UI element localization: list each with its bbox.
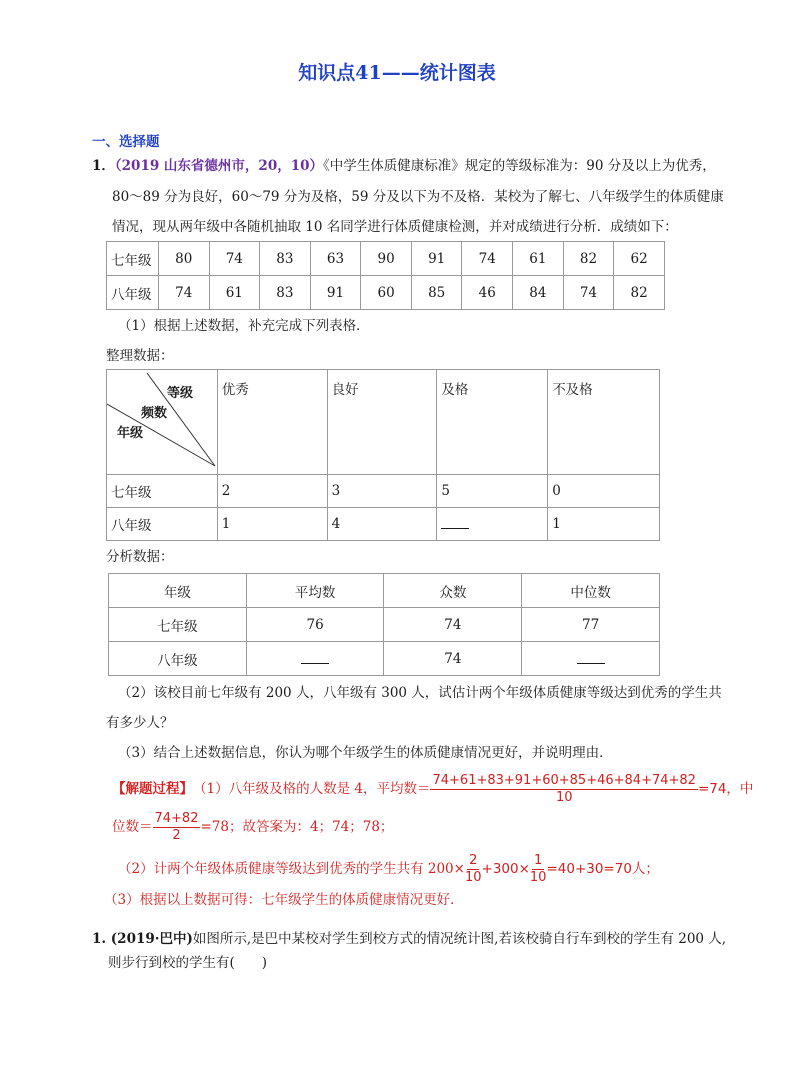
score-cell: 74 [209, 242, 260, 276]
analyze-label: 分析数据： [106, 549, 174, 565]
scores-table [106, 241, 665, 310]
solution-s2c: =40+30=70人； [546, 861, 659, 877]
table-row [109, 642, 660, 676]
stats-table [108, 573, 660, 676]
q2-line2: 则步行到校的学生有( ) [108, 955, 268, 971]
median-fraction [153, 811, 201, 844]
table-row [109, 608, 660, 642]
section-heading: 一、选择题 [92, 134, 160, 150]
table-row [107, 475, 660, 508]
row-label: 八年级 [109, 642, 247, 676]
freq-cell: 1 [217, 508, 327, 541]
table-row [107, 508, 660, 541]
freq-cell: 1 [548, 508, 660, 541]
mean-numerator: 74+61+83+91+60+85+46+84+74+82 [432, 772, 696, 788]
mean-fraction [430, 773, 697, 806]
median-numerator: 74+82 [154, 810, 199, 826]
answer-blank [301, 650, 329, 664]
freq-cell: 5 [437, 475, 548, 508]
score-cell: 74 [462, 242, 513, 276]
row-label: 七年级 [107, 475, 218, 508]
q2-line1-text: 如图所示,是巴中某校对学生到校方式的情况统计图,若该校骑自行车到校的学生有 200 人, [192, 931, 727, 947]
q1-source: （2019 山东省德州市，20，10） [114, 158, 324, 174]
score-cell: 61 [513, 242, 564, 276]
answer-blank-cell [246, 642, 384, 676]
frac-denominator: 10 [464, 869, 482, 885]
q2-source: (2019·巴中) [110, 931, 193, 947]
corner-grade: 年级 [117, 426, 144, 441]
score-cell: 85 [411, 276, 462, 310]
part2-line2: 有多少人？ [106, 715, 174, 731]
row-label: 八年级 [107, 508, 218, 541]
solution-s1a: （1）八年级及格的人数是 4，平均数＝ [193, 781, 431, 797]
score-cell: 84 [513, 276, 564, 310]
solution-s1c: 位数＝ [112, 819, 153, 835]
frac-numerator: 2 [469, 852, 478, 868]
solution-line4: （3）根据以上数据可得：七年级学生的体质健康情况更好． [104, 892, 464, 908]
q2-line1 [92, 929, 726, 949]
mean-denominator: 10 [555, 789, 573, 805]
answer-blank [577, 650, 605, 664]
solution-s1d: =78；故答案为：4；74；78； [200, 819, 394, 835]
score-cell: 90 [361, 242, 412, 276]
freq-cell: 3 [327, 475, 437, 508]
q2-number: 1. [92, 931, 111, 947]
solution-line2 [112, 810, 393, 844]
organize-label: 整理数据： [106, 348, 174, 364]
header-mean: 平均数 [246, 574, 384, 608]
score-cell: 83 [260, 242, 311, 276]
frac-numerator: 1 [534, 852, 543, 868]
score-cell: 91 [411, 242, 462, 276]
freq-cell: 4 [327, 508, 437, 541]
part2-line1: （2）该校目前七年级有 200 人，八年级有 300 人，试估计两个年级体质健康等级达到优秀的学生共 [118, 685, 722, 701]
score-cell: 83 [260, 276, 311, 310]
score-cell: 74 [563, 276, 614, 310]
stat-cell: 77 [522, 608, 660, 642]
score-cell: 60 [361, 276, 412, 310]
freq-cell: 0 [548, 475, 660, 508]
page-title: 知识点41——统计图表 [298, 62, 496, 84]
score-cell: 63 [310, 242, 361, 276]
frac-denominator: 10 [529, 869, 547, 885]
row-label: 七年级 [109, 608, 247, 642]
header-pass: 及格 [437, 370, 548, 475]
q1-line1-text: 《中学生体质健康标准》规定的等级标准为：90 分及以上为优秀， [323, 158, 716, 174]
score-cell: 62 [614, 242, 665, 276]
q1-line3: 情况，现从两年级中各随机抽取 10 名同学进行体质健康检测，并对成绩进行分析．成绩如下： [112, 219, 678, 235]
table-row [107, 276, 665, 310]
answer-blank [441, 515, 469, 529]
median-denominator: 2 [172, 827, 181, 843]
score-cell: 74 [158, 276, 209, 310]
score-cell: 61 [209, 276, 260, 310]
row-label: 七年级 [107, 242, 159, 276]
stat-cell: 74 [384, 642, 522, 676]
stat-cell: 76 [246, 608, 384, 642]
solution-s2a: （2）计两个年级体质健康等级达到优秀的学生共有 200× [118, 861, 465, 877]
part3-text: （3）结合上述数据信息，你认为哪个年级学生的体质健康情况更好，并说明理由． [118, 745, 613, 761]
excellent-frac-8 [530, 853, 547, 886]
solution-s2b: +300× [481, 861, 530, 877]
stat-cell: 74 [384, 608, 522, 642]
header-fail: 不及格 [548, 370, 660, 475]
header-median: 中位数 [522, 574, 660, 608]
table-header-row [109, 574, 660, 608]
answer-blank-cell [522, 642, 660, 676]
header-mode: 众数 [384, 574, 522, 608]
score-cell: 91 [310, 276, 361, 310]
score-cell: 46 [462, 276, 513, 310]
freq-cell: 2 [217, 475, 327, 508]
table-header-row [107, 370, 660, 475]
q1-line2: 80～89 分为良好，60～79 分为及格，59 分及以下为不及格．某校为了解七、八年级学生的体质健康 [112, 189, 724, 205]
diagonal-header-cell [107, 370, 218, 475]
q1-line1 [92, 156, 716, 176]
table-row [107, 242, 665, 276]
score-cell: 82 [614, 276, 665, 310]
solution-line3 [118, 852, 659, 886]
header-good: 良好 [327, 370, 437, 475]
solution-tag: 【解题过程】 [112, 781, 193, 797]
score-cell: 82 [563, 242, 614, 276]
frequency-table [106, 369, 660, 541]
solution-s1b: =74，中 [697, 781, 754, 797]
score-cell: 80 [158, 242, 209, 276]
header-grade: 年级 [109, 574, 247, 608]
answer-blank-cell [437, 508, 548, 541]
corner-frequency: 频数 [141, 406, 168, 421]
corner-grade-level: 等级 [167, 386, 194, 401]
q1-number: 1． [92, 158, 115, 174]
solution-line1 [112, 772, 753, 806]
part1-text: （1）根据上述数据，补充完成下列表格． [118, 318, 370, 334]
excellent-frac-7 [465, 853, 482, 886]
row-label: 八年级 [107, 276, 159, 310]
header-excellent: 优秀 [217, 370, 327, 475]
